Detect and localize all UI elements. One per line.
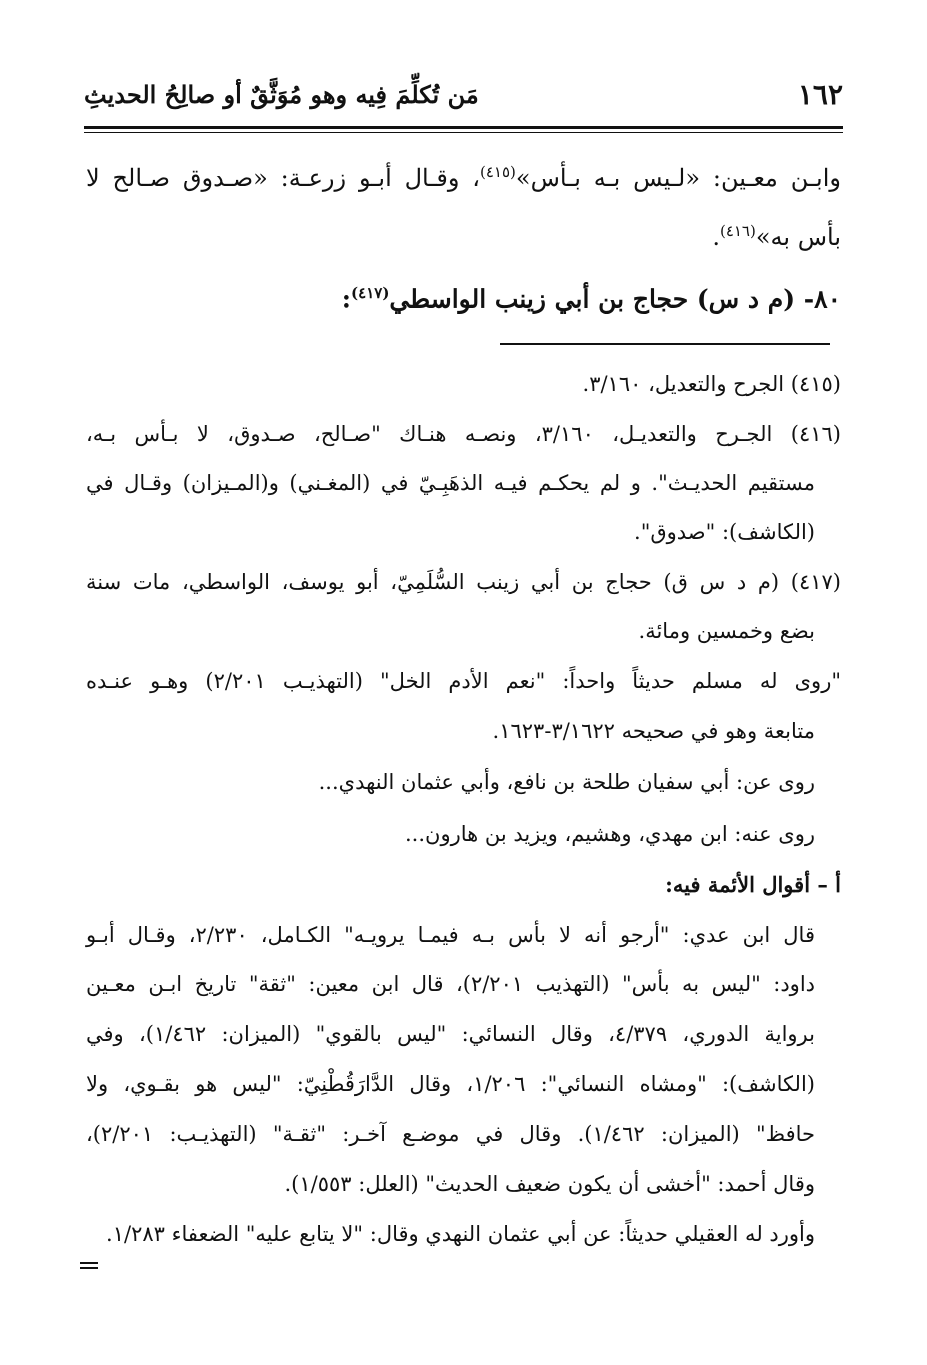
imams-sayings-line: برواية الدوري، ٤/٣٧٩، وقال النسائي: "ليس بالقوي" (الميزان: ١/٤٦٢)، وفي — [86, 1022, 815, 1046]
imams-sayings-line: وقال أحمد: "أخشى أن يكون ضعيف الحديث" (العلل: ١/٥٥٣). — [284, 1172, 815, 1196]
entry-title-end: : — [341, 284, 352, 314]
imams-sayings-line: قال ابن عدي: "أرجو أنه لا بأس بـه فيمـا يرويـه" الكـامل، ٢/٢٣٠، وقـال أبـو — [86, 923, 815, 947]
footnote-separator — [500, 343, 830, 345]
footnote-417-line: (٤١٧) (م د س ق) حجاج بن أبي زينب السُّلَمِيّ، أبو يوسف، الواسطي، مات سنة — [86, 570, 841, 594]
footnote-ref-415: (٤١٥) — [480, 163, 516, 181]
footnote-417-line: متابعة وهو في صحيحه ٣/١٦٢٢-١٦٢٣. — [492, 719, 815, 743]
header-rule — [84, 126, 843, 129]
body-text: بأس به» — [755, 223, 841, 251]
body-line-1 — [86, 163, 841, 192]
footnote-416-line: (٤١٦) الجـرح والتعديـل، ٣/١٦٠، ونصـه هنـاك "صـالح، صـدوق، لا بـأس بـه، — [86, 422, 841, 446]
footnote-417-line: روى عنه: ابن مهدي، وهشيم، ويزيد بن هارون... — [405, 822, 815, 846]
footnote-417-line: "روى له مسلم حديثاً واحداً: "نعم الأدم الخل" (التهذيـب ٢/٢٠١) وهـو عنـده — [86, 669, 841, 693]
footnote-417-line: روى عن: أبي سفيان طلحة بن نافع، وأبي عثمان النهدي... — [318, 770, 815, 794]
entry-title: ٨٠- (م د س) حجاج بن أبي زينب الواسطي — [389, 284, 841, 314]
page-header — [84, 78, 843, 118]
body-text: . — [712, 223, 720, 251]
imams-sayings-line: (الكاشف): "ومشاه النسائي": ١/٢٠٦، وقال الدَّارَقُطْنِيّ: "ليس هو بقـوي، ولا — [86, 1072, 815, 1096]
section-heading: أ – أقوال الأئمة فيه: — [665, 872, 841, 897]
footnote-416-line: مستقيم الحديـث". و لم يحكـم فيـه الذهَبِـيّ في (المغـني) و(المـيزان) وقـال في — [86, 471, 815, 495]
footnote-416-line: (الكاشف): "صدوق". — [634, 520, 815, 544]
footnote-415: (٤١٥) الجرح والتعديل، ٣/١٦٠. — [582, 372, 841, 396]
footnote-ref-417: (٤١٧) — [351, 284, 390, 302]
running-title: مَن تُكلِّمَ فِيه وهو مُوَثَّقٌ أو صالِحُ الحديثِ — [84, 80, 479, 109]
header-rule-thin — [84, 132, 843, 133]
footnote-417-line: بضع وخمسين ومائة. — [638, 619, 815, 643]
page-number: ١٦٢ — [797, 78, 843, 111]
body-text: ، وقـال أبـو زرعـة: «صـدوق صـالح لا — [86, 164, 480, 192]
entry-heading — [86, 284, 841, 313]
imams-sayings-line: وأورد له العقيلي حديثاً: عن أبي عثمان النهدي وقال: "لا يتابع عليه" الضعفاء ١/٢٨٣. — [106, 1222, 815, 1246]
imams-sayings-line: حافظ" (الميزان: ١/٤٦٢). وقال في موضـع آخـر: "ثقـة" (التهذيـب: ٢/٢٠١)، — [86, 1122, 815, 1146]
imams-sayings-line: داود: "ليس به بأس" (التهذيب ٢/٢٠١)، قال ابن معين: "ثقة" تاريخ ابـن معـين — [86, 972, 816, 996]
continuation-mark — [80, 1262, 98, 1272]
body-text: وابـن معـين: «لـيس بـه بـأس» — [515, 164, 841, 192]
footnote-ref-416: (٤١٦) — [719, 222, 756, 240]
body-line-2 — [86, 222, 841, 251]
